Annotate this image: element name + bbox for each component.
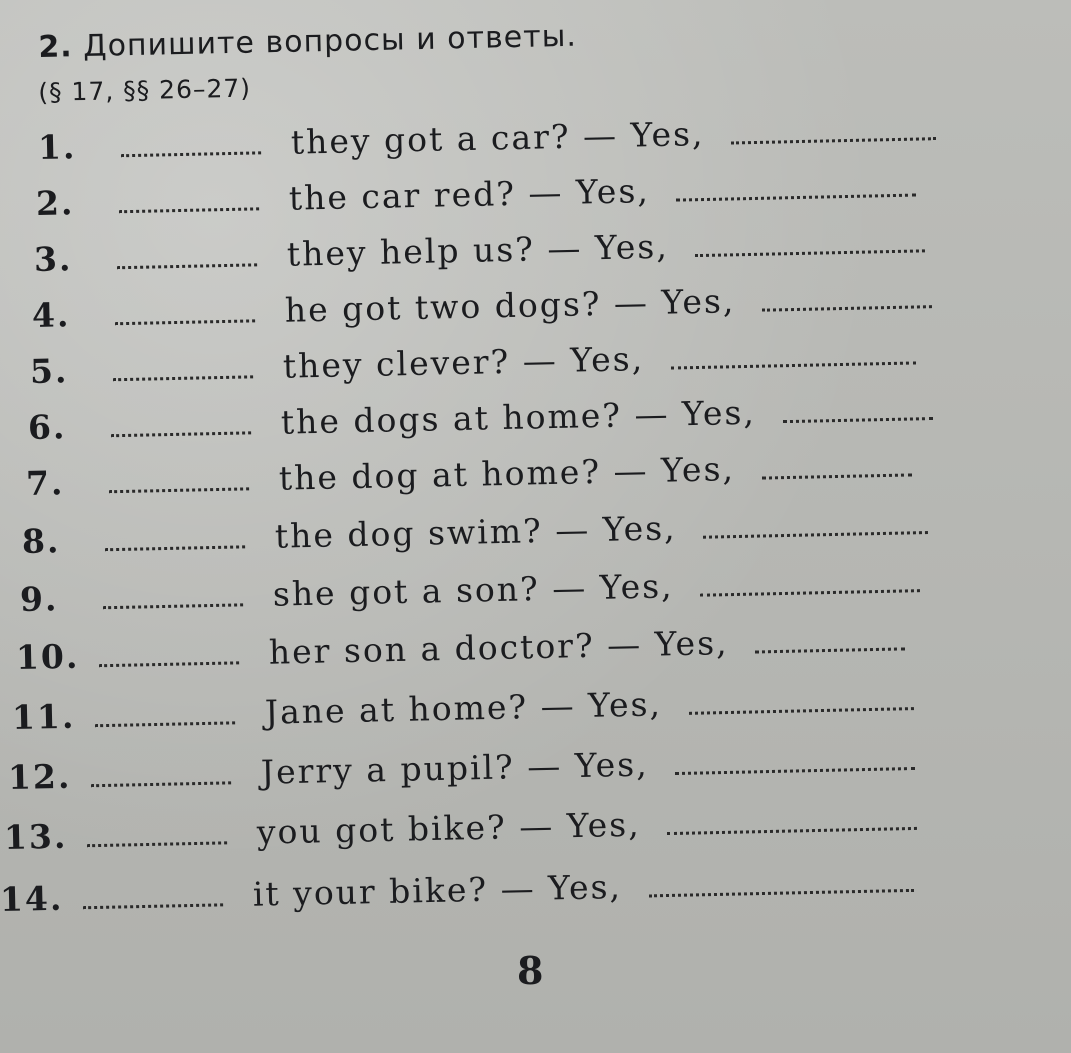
- item-number: 5.: [29, 351, 69, 391]
- question-blank: [116, 239, 257, 269]
- item-question: they clever? — Yes,: [282, 339, 645, 386]
- question-blank: [118, 183, 259, 213]
- answer-blank: [761, 449, 912, 479]
- item-number: 8.: [21, 521, 61, 561]
- item-question: the car red? — Yes,: [288, 171, 651, 218]
- question-blank: [98, 637, 239, 667]
- answer-blank: [731, 113, 937, 144]
- page-number: 8: [517, 948, 544, 993]
- exercise-item: [0, 861, 914, 924]
- answer-blank: [675, 743, 916, 775]
- item-question: Jerry a pupil? — Yes,: [260, 744, 650, 792]
- question-blank: [104, 521, 245, 551]
- item-number: 13.: [3, 816, 68, 857]
- exercise-item: [28, 389, 933, 452]
- exercise-item: [30, 333, 916, 396]
- question-blank: [110, 407, 251, 437]
- item-number: 4.: [31, 295, 71, 335]
- answer-blank: [670, 337, 916, 369]
- exercise-item: [32, 277, 933, 340]
- exercise-item: [16, 619, 906, 682]
- item-number: 7.: [25, 463, 65, 503]
- answer-blank: [761, 281, 932, 312]
- exercise-item: [20, 561, 921, 624]
- item-number: 10.: [15, 636, 80, 677]
- item-question: her son a doctor? — Yes,: [268, 623, 729, 672]
- item-question: Jane at home? — Yes,: [264, 684, 663, 732]
- item-question: he got two dogs? — Yes,: [284, 281, 736, 330]
- question-blank: [108, 463, 249, 493]
- item-number: 3.: [33, 239, 73, 279]
- question-blank: [120, 127, 261, 157]
- exercise-item: [22, 503, 929, 566]
- item-number: 2.: [35, 183, 75, 223]
- answer-blank: [695, 225, 926, 257]
- item-question: they got a car? — Yes,: [290, 114, 705, 162]
- exercise-item: [38, 109, 937, 172]
- answer-blank: [667, 803, 918, 835]
- question-blank: [90, 757, 231, 787]
- item-question: the dogs at home? — Yes,: [280, 392, 757, 442]
- item-question: they help us? — Yes,: [286, 226, 670, 274]
- item-number: 11.: [11, 696, 76, 737]
- item-number: 14.: [0, 878, 64, 919]
- answer-blank: [688, 683, 914, 715]
- exercise-item: [36, 166, 917, 228]
- answer-blank: [700, 565, 921, 597]
- exercise-title: Допишите вопросы и ответы.: [82, 18, 578, 65]
- question-blank: [102, 579, 243, 609]
- answer-blank: [676, 170, 917, 202]
- item-question: she got a son? — Yes,: [272, 566, 674, 614]
- item-number: 12.: [7, 756, 72, 797]
- item-number: 9.: [19, 579, 59, 619]
- item-question: you got bike? — Yes,: [256, 804, 641, 852]
- exercise-reference: (§ 17, §§ 26–27): [38, 73, 252, 107]
- item-question: the dog swim? — Yes,: [274, 508, 677, 556]
- question-blank: [114, 295, 255, 325]
- question-blank: [94, 697, 235, 727]
- item-question: the dog at home? — Yes,: [278, 449, 736, 498]
- exercise-item: [4, 799, 918, 862]
- answer-blank: [648, 865, 914, 898]
- question-blank: [86, 817, 227, 847]
- exercise-item: [34, 221, 926, 284]
- exercise-number: 2.: [38, 29, 74, 65]
- item-number: 6.: [27, 407, 67, 447]
- exercise-item: [26, 445, 912, 508]
- question-blank: [82, 879, 223, 909]
- answer-blank: [755, 623, 906, 653]
- item-question: it your bike? — Yes,: [252, 866, 623, 914]
- item-number: 1.: [37, 127, 77, 167]
- exercise-item: [12, 679, 914, 742]
- answer-blank: [703, 507, 929, 539]
- answer-blank: [782, 393, 933, 423]
- exercise-item: [8, 739, 916, 802]
- question-blank: [112, 351, 253, 381]
